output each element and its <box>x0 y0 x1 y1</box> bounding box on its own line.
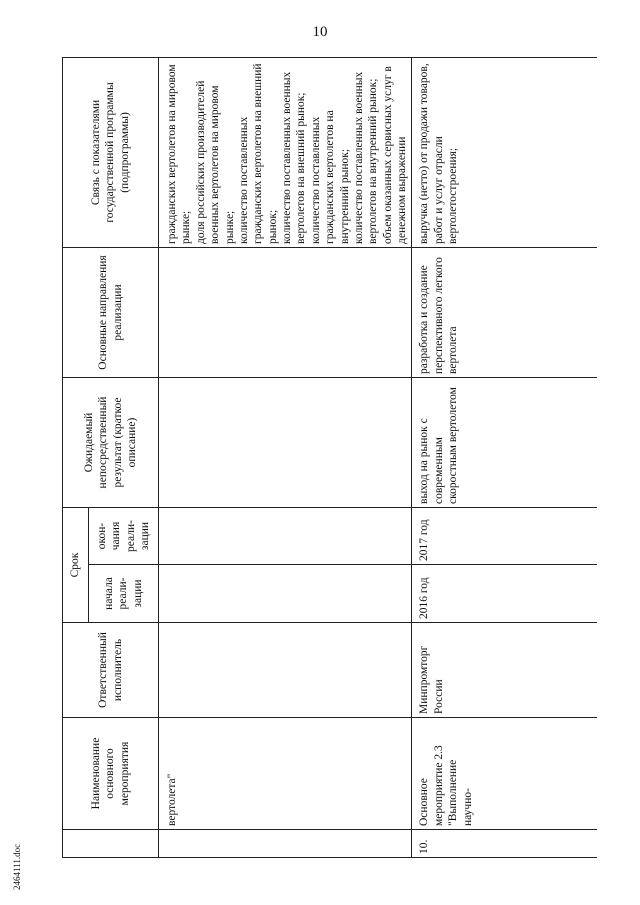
footer-document-code: 2464111.doc <box>12 843 22 890</box>
header-link: Связь с показателями государственной программы (подпрограммы) <box>63 57 159 247</box>
event-link: выручка (нетто) от продажи товаров, работ и услуг отрасли вертолетостроения; <box>412 57 598 247</box>
header-result: Ожидаемый непосредственный результат (краткое описание) <box>63 377 159 507</box>
event-result: выход на рынок с современным скоростным вертолетом <box>412 377 598 507</box>
event-executor <box>159 623 412 718</box>
table-row <box>412 57 598 857</box>
header-directions: Основные направления реализации <box>63 247 159 377</box>
event-start <box>159 565 412 623</box>
row-number: 10. <box>412 830 598 858</box>
event-directions: разработка и создание перспективного легкого вертолета <box>412 247 598 377</box>
header-name: Наименование основного мероприятия <box>63 718 159 830</box>
header-term: Срок <box>63 507 89 622</box>
rotated-table-sheet <box>62 58 586 858</box>
header-term-start: начала реали-зации <box>89 565 159 623</box>
program-events-table <box>62 57 597 858</box>
header-term-end: окон-чания реали-зации <box>89 507 159 564</box>
table-row <box>159 57 412 857</box>
event-name: вертолета" <box>159 718 412 830</box>
event-start: 2016 год <box>412 565 598 623</box>
header-executor: Ответственный исполнитель <box>63 623 159 718</box>
row-number <box>159 830 412 858</box>
event-end: 2017 год <box>412 507 598 564</box>
event-result <box>159 377 412 507</box>
event-link: гражданских вертолетов на мировом рынке; доля российских производителей военных вертолетов на мировом рынке; количество поставленных гражданских вертолетов на внешний рынок; количество поставленных военных вертолетов на внешний рынок; количество поставленных гражданских вертолетов на внутренний рынок; количество поставленных военных вертолетов на внутренний рынок; объем оказанных сервисных услуг в денежном выражении <box>159 57 412 247</box>
header-number-cell <box>63 830 159 858</box>
event-directions <box>159 247 412 377</box>
event-executor: Минпромторг России <box>412 623 598 718</box>
event-end <box>159 507 412 564</box>
event-name: Основное мероприятие 2.3 "Выполнение научно- <box>412 718 598 830</box>
page-number: 10 <box>312 24 328 40</box>
